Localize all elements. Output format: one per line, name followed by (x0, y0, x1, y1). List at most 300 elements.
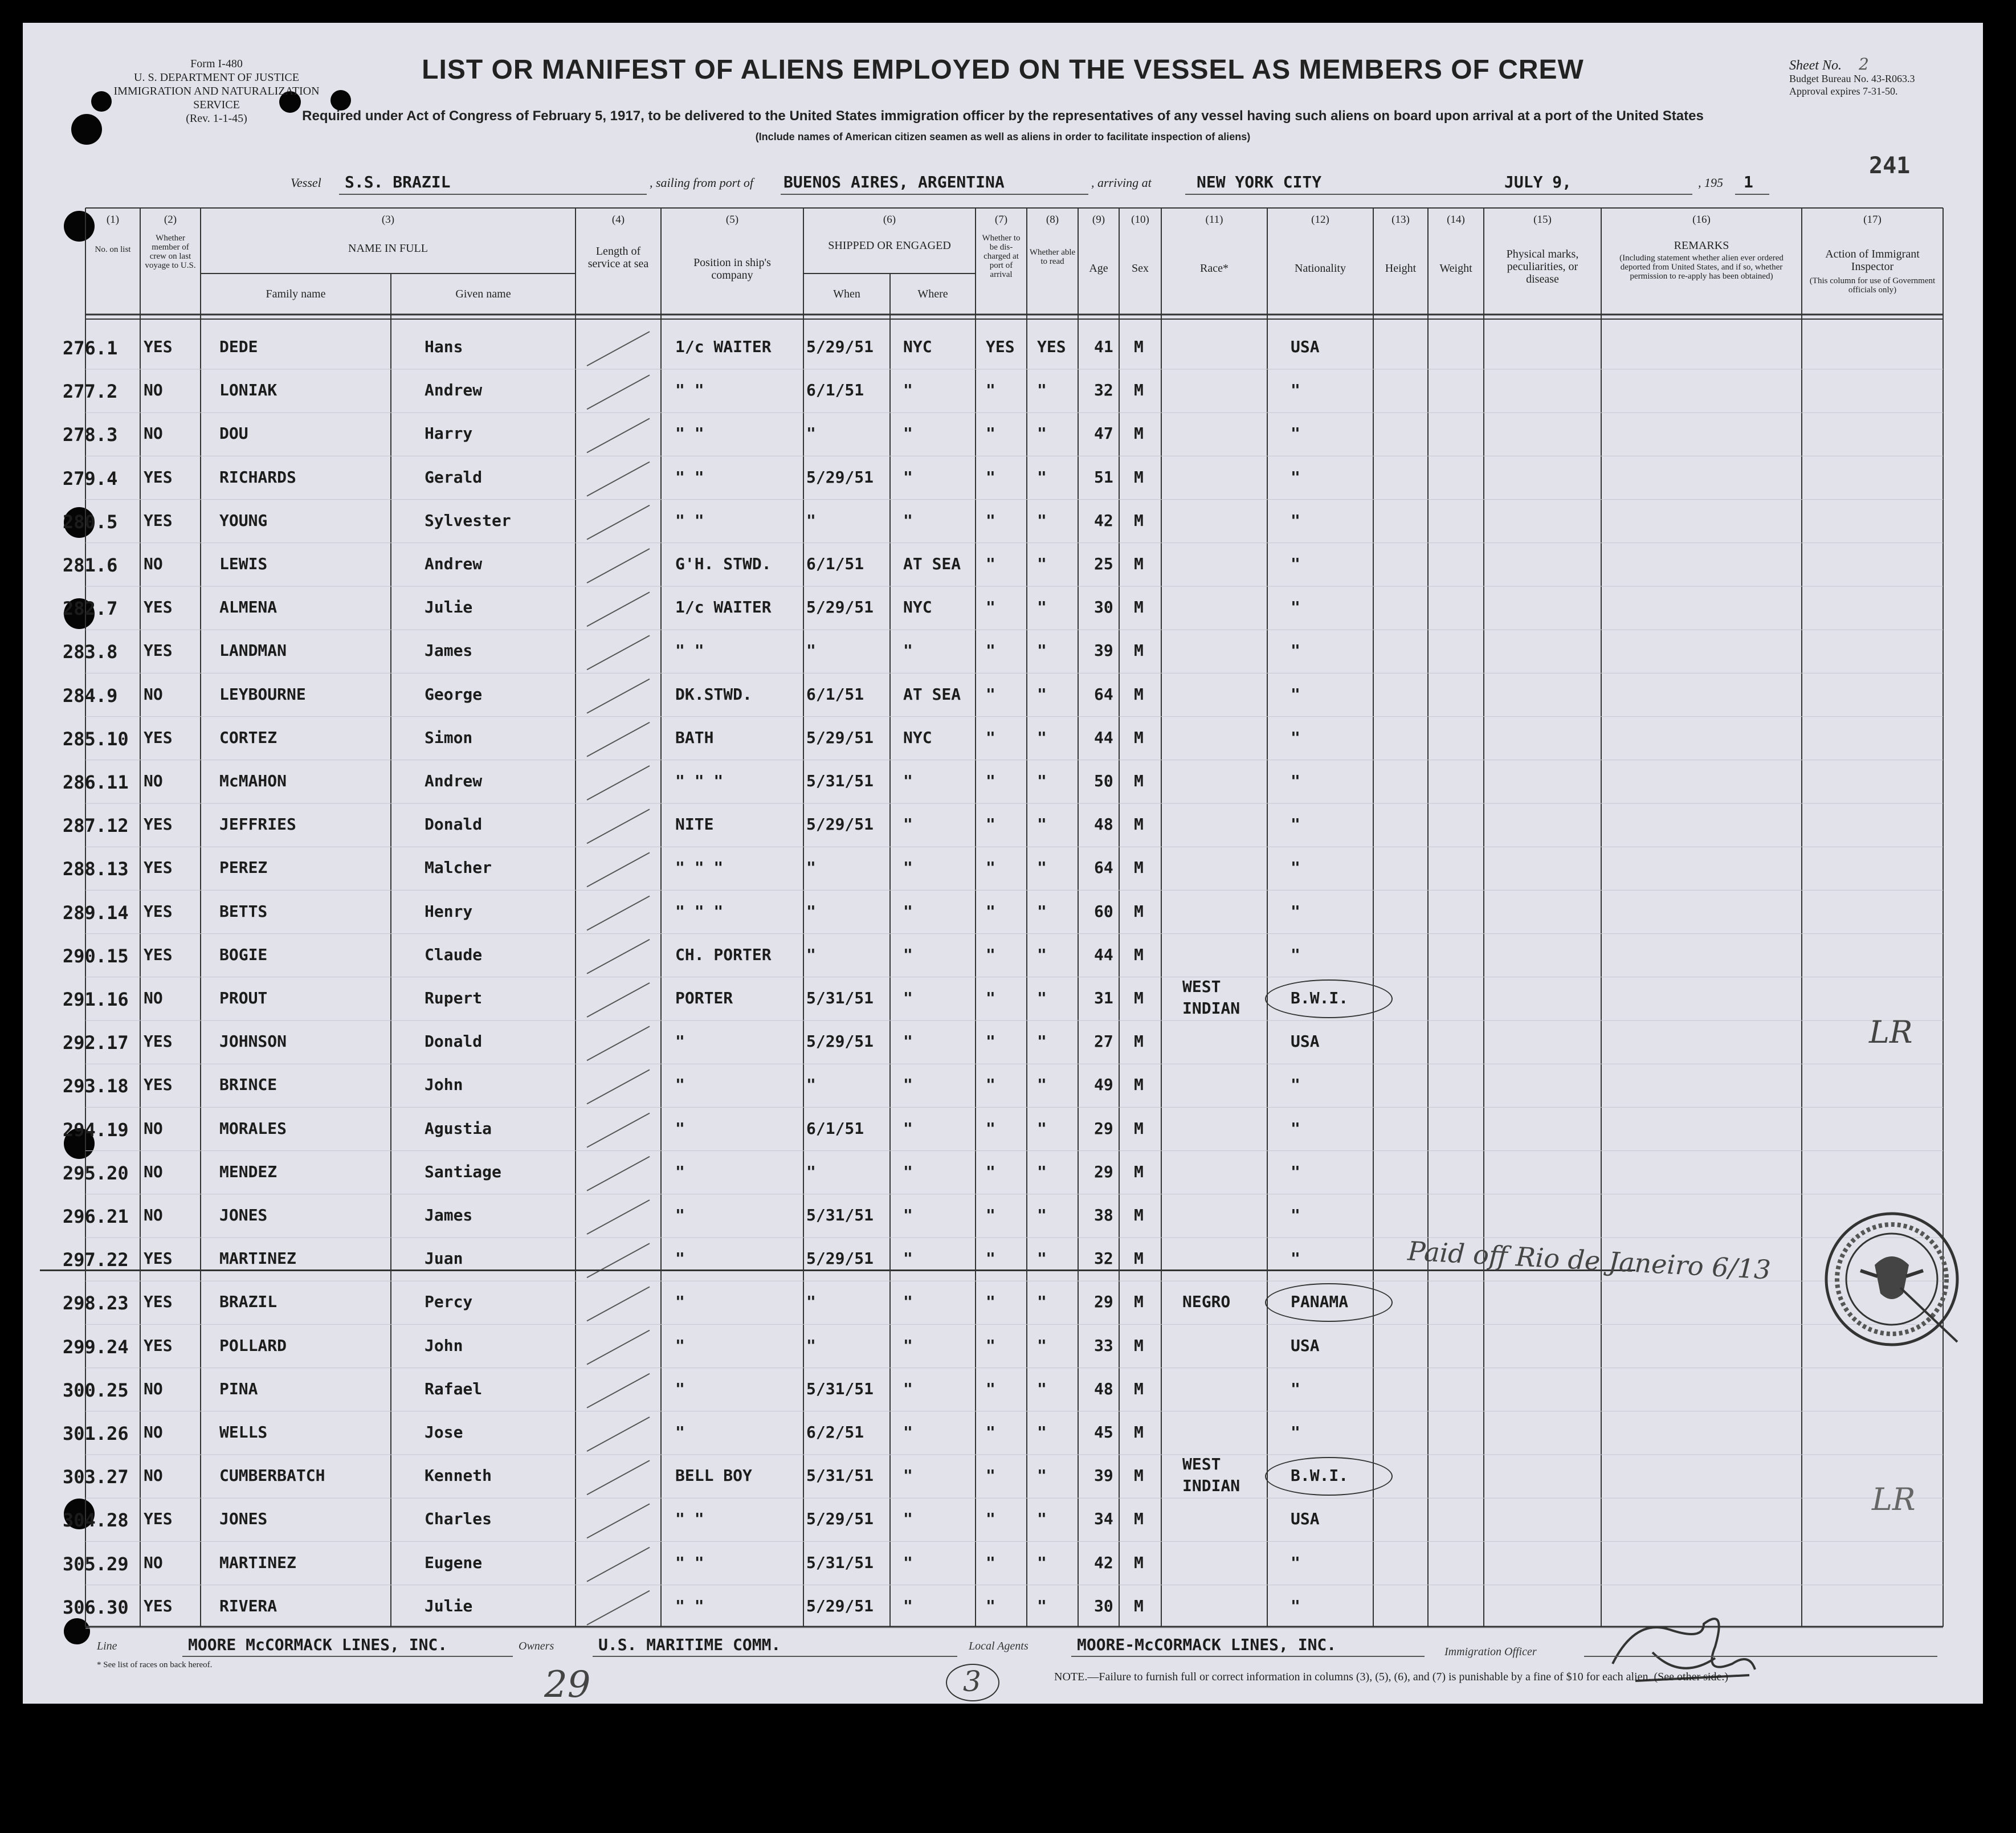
cell-disch: " (986, 858, 995, 877)
cell-no: 292.17 (63, 1032, 129, 1054)
cell-prev: YES (144, 598, 173, 617)
cell-no: 290.15 (63, 945, 129, 967)
arriving-label: , arriving at (1091, 175, 1152, 190)
cell-age: 49 (1094, 1075, 1113, 1095)
cell-nat: " (1291, 945, 1300, 964)
cell-when: " (806, 1162, 816, 1181)
cell-sex: M (1134, 1509, 1144, 1529)
cell-age: 25 (1094, 554, 1113, 573)
cell-when: " (806, 424, 816, 443)
cell-nat: " (1291, 554, 1300, 573)
cell-prev: NO (144, 1379, 163, 1398)
agents-value: MOORE-McCORMACK LINES, INC. (1077, 1635, 1337, 1654)
cell-age: 29 (1094, 1118, 1113, 1138)
cell-read: " (1037, 1596, 1047, 1615)
cell-pos: DK.STWD. (675, 684, 752, 704)
service-tick-mark (587, 549, 650, 583)
form-rev: (Rev. 1-1-45) (186, 112, 247, 125)
cell-no: 283.8 (63, 641, 118, 663)
cell-when: 6/1/51 (806, 1118, 864, 1138)
cell-given: James (425, 1206, 473, 1224)
service-tick-mark (587, 1591, 650, 1625)
page-subtitle: Required under Act of Congress of February 5, 1917, to be delivered to the United States immigration officer by the representatives of any vessel having such aliens on board upon arrival at a port of the United States (302, 108, 1704, 124)
cell-prev: YES (144, 858, 173, 877)
cell-prev: NO (144, 1423, 163, 1442)
cell-read: " (1037, 1292, 1047, 1312)
cell-read: " (1037, 598, 1047, 617)
service-tick-mark (587, 1417, 650, 1451)
cell-pos: " " " (675, 771, 724, 790)
cell-age: 39 (1094, 1466, 1113, 1485)
cell-no: 299.24 (63, 1336, 129, 1358)
cell-disch: " (986, 1118, 995, 1138)
cell-nat: " (1291, 1596, 1300, 1615)
cell-where: " (903, 1292, 913, 1312)
cell-family: JONES (219, 1206, 268, 1224)
cell-age: 42 (1094, 511, 1113, 530)
cell-pos: BELL BOY (675, 1466, 752, 1485)
nationality-circle (1265, 1457, 1393, 1496)
service-tick-mark (587, 1287, 650, 1321)
cell-no: 287.12 (63, 815, 129, 837)
cell-pos: " (675, 1249, 685, 1268)
col13-header: Height (1385, 262, 1417, 275)
cell-read: " (1037, 554, 1047, 573)
cell-sex: M (1134, 641, 1144, 660)
service-tick-mark (587, 1069, 650, 1104)
cell-read: " (1037, 901, 1047, 921)
cell-no: 278.3 (63, 424, 118, 446)
col1-num: (1) (106, 214, 120, 226)
penalty-note: NOTE.—Failure to furnish full or correct information in columns (3), (5), (6), and (7) is punishable by a fine of $10 for each alien. (See other side.) (1054, 1671, 1728, 1683)
cell-read: " (1037, 1423, 1047, 1442)
cell-where: " (903, 381, 913, 400)
cell-pos: " (675, 1075, 685, 1095)
cell-read: " (1037, 1379, 1047, 1398)
cell-disch: " (986, 989, 995, 1007)
cell-no: 294.19 (63, 1118, 129, 1141)
cell-when: 5/31/51 (806, 771, 874, 790)
port-of-departure: BUENOS AIRES, ARGENTINA (783, 173, 1005, 191)
cell-pos: CH. PORTER (675, 945, 772, 964)
page-subtitle-note: (Include names of American citizen seamen as well as aliens in order to facilitate inspection of aliens) (755, 131, 1251, 142)
cell-read: " (1037, 467, 1047, 487)
cell-when: 5/29/51 (806, 815, 874, 834)
cell-pos: " (675, 1423, 685, 1442)
cell-sex: M (1134, 1206, 1144, 1224)
line-label: Line (97, 1640, 117, 1652)
cell-given: Sylvester (425, 511, 511, 530)
cell-family: YOUNG (219, 511, 268, 530)
cell-where: " (903, 945, 913, 964)
cell-nat: " (1291, 424, 1300, 443)
cell-no: 280.5 (63, 511, 118, 533)
consular-seal-icon (1821, 1208, 1963, 1350)
col7-header: Whether to be dis-charged at port of arrival (982, 234, 1021, 279)
cell-disch: " (986, 815, 995, 834)
cell-sex: M (1134, 467, 1144, 487)
cell-given: Hans (425, 337, 463, 356)
owners-label: Owners (519, 1640, 554, 1652)
cell-sex: M (1134, 1162, 1144, 1181)
cell-given: Juan (425, 1249, 463, 1268)
service-tick-mark (587, 332, 650, 366)
col8-header: Whether able to read (1029, 248, 1076, 266)
cell-sex: M (1134, 945, 1144, 964)
cell-given: Malcher (425, 858, 492, 877)
cell-prev: NO (144, 989, 163, 1007)
cell-where: " (903, 1162, 913, 1181)
cell-prev: YES (144, 1292, 173, 1312)
cell-given: James (425, 641, 473, 660)
service-tick-mark (587, 418, 650, 452)
cell-family: LEWIS (219, 554, 268, 573)
cell-age: 31 (1094, 989, 1113, 1007)
cell-sex: M (1134, 1249, 1144, 1268)
cell-no: 295.20 (63, 1162, 129, 1184)
cell-age: 41 (1094, 337, 1113, 356)
cell-age: 47 (1094, 424, 1113, 443)
year-label: , 195 (1698, 175, 1723, 190)
cell-sex: M (1134, 1075, 1144, 1095)
form-number: Form I-480 (190, 58, 243, 70)
service-tick-mark (587, 1374, 650, 1408)
cell-no: 293.18 (63, 1075, 129, 1097)
cell-read: " (1037, 684, 1047, 704)
service-tick-mark (587, 1157, 650, 1191)
cell-where: NYC (903, 337, 932, 356)
approval-expires: Approval expires 7-31-50. (1789, 85, 1898, 97)
cell-pos: " " (675, 467, 704, 487)
col6-header: SHIPPED OR ENGAGED (828, 239, 951, 252)
cell-sex: M (1134, 424, 1144, 443)
cell-given: Andrew (425, 554, 483, 573)
cell-read: " (1037, 424, 1047, 443)
cell-family: DOU (219, 424, 248, 443)
cell-nat: " (1291, 1423, 1300, 1442)
cell-age: 64 (1094, 858, 1113, 877)
cell-prev: YES (144, 1249, 173, 1268)
cell-nat: USA (1291, 1509, 1320, 1529)
cell-where: AT SEA (903, 684, 961, 704)
cell-read: " (1037, 771, 1047, 790)
cell-pos: " (675, 1162, 685, 1181)
cell-age: 30 (1094, 1596, 1113, 1615)
cell-disch: " (986, 554, 995, 573)
cell-nat: " (1291, 684, 1300, 704)
cell-disch: " (986, 1466, 995, 1485)
cell-family: ALMENA (219, 598, 277, 617)
cell-nat: " (1291, 858, 1300, 877)
cell-nat: " (1291, 815, 1300, 834)
cell-family: McMAHON (219, 771, 287, 790)
col6-where-header: Where (917, 288, 948, 300)
cell-no: 296.21 (63, 1206, 129, 1227)
cell-pos: BATH (675, 728, 714, 747)
cell-race: NEGRO (1182, 1292, 1231, 1312)
cell-age: 45 (1094, 1423, 1113, 1442)
cell-prev: NO (144, 1553, 163, 1572)
cell-when: 5/29/51 (806, 337, 874, 356)
cell-pos: " " (675, 1509, 704, 1529)
cell-when: 6/2/51 (806, 1423, 864, 1442)
cell-nat: " (1291, 901, 1300, 921)
cell-sex: M (1134, 1596, 1144, 1615)
col1-header: No. on list (95, 245, 131, 254)
cell-given: Jose (425, 1423, 463, 1442)
cell-sex: M (1134, 1553, 1144, 1572)
cell-sex: M (1134, 901, 1144, 921)
cell-family: JOHNSON (219, 1032, 287, 1051)
cell-when: 6/1/51 (806, 554, 864, 573)
cell-where: " (903, 858, 913, 877)
cell-where: " (903, 1249, 913, 1268)
service-tick-mark (587, 635, 650, 669)
cell-age: 64 (1094, 684, 1113, 704)
cell-family: RICHARDS (219, 467, 296, 487)
cell-family: JEFFRIES (219, 815, 296, 834)
cell-when: 5/29/51 (806, 598, 874, 617)
cell-sex: M (1134, 1423, 1144, 1442)
cell-disch: " (986, 1249, 995, 1268)
cell-disch: " (986, 901, 995, 921)
cell-read: " (1037, 945, 1047, 964)
cell-age: 60 (1094, 901, 1113, 921)
cell-when: 5/31/51 (806, 1379, 874, 1398)
cell-disch: " (986, 945, 995, 964)
cell-no: 303.27 (63, 1466, 129, 1488)
col6-num: (6) (883, 214, 896, 226)
cell-nat: USA (1291, 337, 1320, 356)
cell-pos: " " (675, 511, 704, 530)
cell-family: CORTEZ (219, 728, 277, 747)
cell-age: 51 (1094, 467, 1113, 487)
cell-pos: " (675, 1206, 685, 1224)
cell-nat: " (1291, 641, 1300, 660)
cell-given: Santiage (425, 1162, 501, 1181)
cell-prev: NO (144, 1162, 163, 1181)
cell-no: 284.9 (63, 684, 118, 707)
cell-nat: " (1291, 511, 1300, 530)
col10-header: Sex (1132, 262, 1149, 275)
cell-family: WELLS (219, 1423, 268, 1442)
cell-age: 33 (1094, 1336, 1113, 1355)
col2-header: Whether member of crew on last voyage to U.S. (145, 234, 196, 270)
cell-nat: " (1291, 598, 1300, 617)
cell-read: " (1037, 728, 1047, 747)
cell-nat: PANAMA (1291, 1292, 1349, 1312)
service-tick-mark (587, 679, 650, 713)
cell-given: George (425, 684, 483, 704)
cell-when: " (806, 1075, 816, 1095)
cell-sex: M (1134, 989, 1144, 1007)
cell-disch: " (986, 1292, 995, 1312)
cell-sex: M (1134, 1466, 1144, 1485)
cell-given: Charles (425, 1509, 492, 1529)
cell-where: " (903, 1075, 913, 1095)
cell-sex: M (1134, 1292, 1144, 1312)
cell-nat: " (1291, 1553, 1300, 1572)
cell-when: " (806, 511, 816, 530)
cell-when: 5/29/51 (806, 1032, 874, 1051)
vessel-label: Vessel (291, 175, 321, 190)
cell-family: LANDMAN (219, 641, 287, 660)
cell-disch: " (986, 381, 995, 400)
cell-given: Andrew (425, 771, 483, 790)
cell-pos: " " (675, 641, 704, 660)
service-tick-mark (587, 1330, 650, 1365)
cell-family: JONES (219, 1509, 268, 1529)
line-value: MOORE McCORMACK LINES, INC. (188, 1635, 448, 1654)
cell-pos: NITE (675, 815, 714, 834)
cell-read: YES (1037, 337, 1066, 356)
port-of-arrival: NEW YORK CITY (1197, 173, 1322, 191)
cell-family: PINA (219, 1379, 258, 1398)
cell-prev: NO (144, 1118, 163, 1138)
cell-no: 279.4 (63, 467, 118, 489)
cell-disch: " (986, 1553, 995, 1572)
cell-age: 38 (1094, 1206, 1113, 1224)
cell-prev: NO (144, 554, 163, 573)
cell-sex: M (1134, 511, 1144, 530)
cell-where: " (903, 1336, 913, 1355)
col16-subheader: (Including statement whether alien ever ordered deported from United States, and if so, whether permission to re-apply has been obtained) (1619, 254, 1784, 281)
cell-given: Percy (425, 1292, 473, 1312)
cell-when: 5/29/51 (806, 1249, 874, 1268)
cell-where: NYC (903, 598, 932, 617)
cell-disch: " (986, 728, 995, 747)
service-tick-mark (587, 1113, 650, 1148)
cell-sex: M (1134, 381, 1144, 400)
col3-given-header: Given name (455, 288, 511, 300)
col9-num: (9) (1092, 214, 1105, 226)
cell-read: " (1037, 815, 1047, 834)
cell-prev: YES (144, 901, 173, 921)
cell-given: Harry (425, 424, 473, 443)
cell-family: BRINCE (219, 1075, 277, 1095)
cell-when: " (806, 1292, 816, 1312)
cell-where: " (903, 511, 913, 530)
handwritten-remark: Paid off Rio de Janeiro 6/13 (1407, 1235, 1772, 1285)
cell-prev: NO (144, 1466, 163, 1485)
cell-family: MORALES (219, 1118, 287, 1138)
cell-nat: " (1291, 381, 1300, 400)
cell-given: Julie (425, 1596, 473, 1615)
cell-pos: " (675, 1379, 685, 1398)
cell-given: Henry (425, 901, 473, 921)
cell-disch: " (986, 771, 995, 790)
col15-num: (15) (1533, 214, 1552, 226)
cell-pos: " " (675, 381, 704, 400)
cell-age: 29 (1094, 1292, 1113, 1312)
cell-disch: " (986, 1336, 995, 1355)
col5-header: Position in ship's company (693, 256, 771, 281)
service-tick-mark (587, 462, 650, 496)
cell-age: 34 (1094, 1509, 1113, 1529)
col6-when-header: When (833, 288, 860, 300)
cell-read: " (1037, 511, 1047, 530)
service-tick-mark (587, 896, 650, 930)
cell-prev: YES (144, 1336, 173, 1355)
service-tick-mark (587, 375, 650, 409)
cell-age: 50 (1094, 771, 1113, 790)
stamp-number: 241 (1869, 153, 1911, 179)
cell-when: 5/31/51 (806, 1553, 874, 1572)
cell-when: 6/1/51 (806, 684, 864, 704)
cell-disch: " (986, 1423, 995, 1442)
cell-nat: USA (1291, 1336, 1320, 1355)
cell-given: Gerald (425, 467, 483, 487)
cell-when: " (806, 1336, 816, 1355)
cell-sex: M (1134, 684, 1144, 704)
service-tick-mark (587, 1026, 650, 1060)
col11-num: (11) (1205, 214, 1223, 226)
cell-where: AT SEA (903, 554, 961, 573)
cell-prev: NO (144, 684, 163, 704)
col4-num: (4) (611, 214, 625, 226)
cell-no: 288.13 (63, 858, 129, 880)
cell-read: " (1037, 858, 1047, 877)
cell-prev: NO (144, 1206, 163, 1224)
cell-age: 42 (1094, 1553, 1113, 1572)
cell-pos: " " " (675, 901, 724, 921)
service-tick-mark (587, 722, 650, 757)
cell-disch: " (986, 684, 995, 704)
cell-disch: " (986, 424, 995, 443)
col17-subheader: (This column for use of Government officials only) (1809, 276, 1936, 295)
cell-where: NYC (903, 728, 932, 747)
cell-when: 6/1/51 (806, 381, 864, 400)
cell-sex: M (1134, 1379, 1144, 1398)
cell-where: " (903, 1379, 913, 1398)
cell-given: John (425, 1336, 463, 1355)
inspector-initials: LR (1872, 1481, 1916, 1517)
cell-disch: " (986, 511, 995, 530)
cell-when: 5/29/51 (806, 1509, 874, 1529)
cell-prev: YES (144, 467, 173, 487)
cell-when: " (806, 901, 816, 921)
col14-header: Weight (1439, 262, 1472, 275)
cell-prev: YES (144, 1596, 173, 1615)
cell-family: CUMBERBATCH (219, 1466, 325, 1485)
cell-given: Claude (425, 945, 483, 964)
cell-when: " (806, 858, 816, 877)
col12-num: (12) (1311, 214, 1329, 226)
cell-disch: " (986, 1032, 995, 1051)
col9-header: Age (1089, 262, 1108, 275)
cell-prev: YES (144, 815, 173, 834)
cell-age: 44 (1094, 945, 1113, 964)
cell-pos: PORTER (675, 989, 733, 1007)
manifest-sheet (23, 23, 1983, 1704)
cell-age: 32 (1094, 1249, 1113, 1268)
arrival-date: JULY 9, (1504, 173, 1572, 191)
cell-age: 29 (1094, 1162, 1113, 1181)
col8-num: (8) (1046, 214, 1059, 226)
cell-where: " (903, 1553, 913, 1572)
cell-where: " (903, 815, 913, 834)
cell-read: " (1037, 1118, 1047, 1138)
cell-family: MENDEZ (219, 1162, 277, 1181)
circled-number-text: 3 (963, 1665, 981, 1698)
service-tick-mark (587, 1548, 650, 1582)
cell-where: " (903, 901, 913, 921)
cell-family: MARTINEZ (219, 1553, 296, 1572)
service-tick-mark (587, 1460, 650, 1495)
cell-prev: YES (144, 641, 173, 660)
cell-race: WEST INDIAN (1182, 1455, 1240, 1496)
cell-read: " (1037, 641, 1047, 660)
